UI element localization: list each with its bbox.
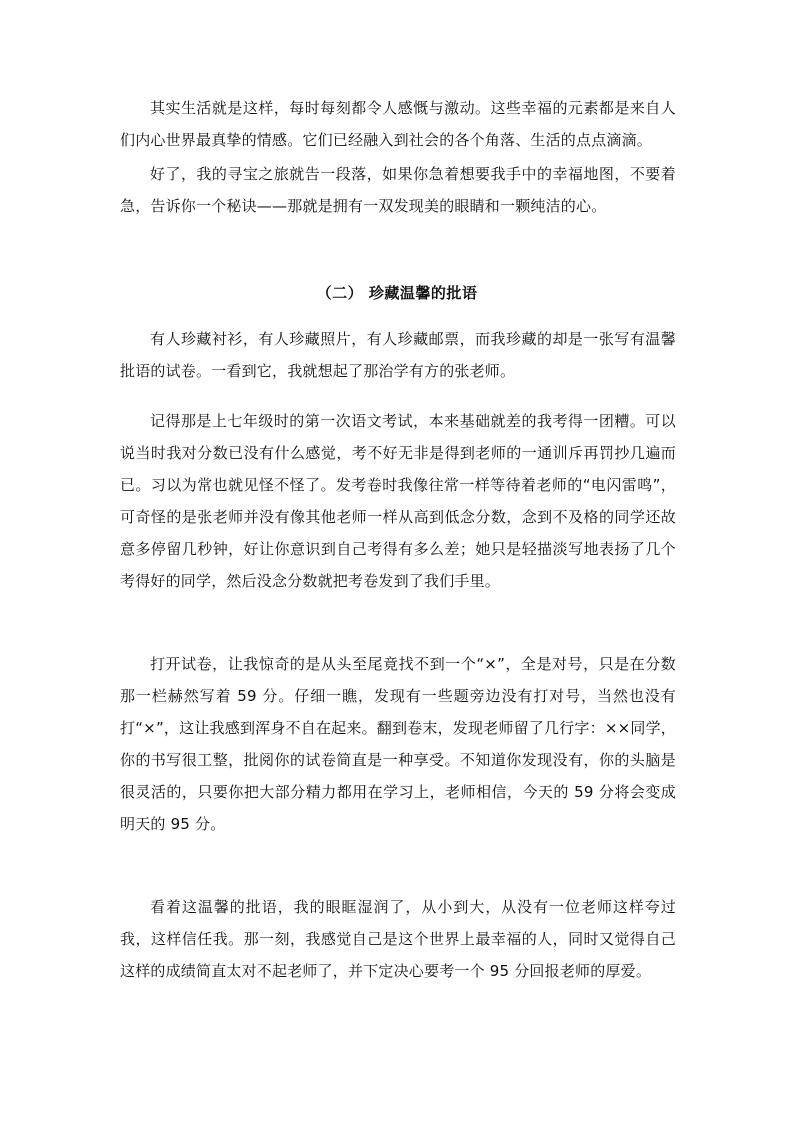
- paragraph: 记得那是上七年级时的第一次语文考试，本来基础就差的我考得一团糟。可以说当时我对分数已没有什么感觉，考不好无非是得到老师的一通训斥再罚抄几遍而已。习以为常也就见怪不怪了。发考卷时我像往常一样等待着老师的“电闪雷鸣”，可奇怪的是张老师并没有像其他老师一样从高到低念分数，念到不及格的同学还故意多停留几秒钟，好让你意识到自己考得有多么差；她只是轻描淡写地表扬了几个考得好的同学，然后没念分数就把考卷发到了我们手里。: [120, 412, 676, 590]
- paragraph: 打开试卷，让我惊奇的是从头至尾竟找不到一个“×”，全是对号，只是在分数那一栏赫然写着 59 分。仔细一瞧，发现有一些题旁边没有打对号，当然也没有打“×”，这让我感到浑身不自在起来。翻到卷末，发现老师留了几行字：××同学，你的书写很工整，批阅你的试卷简直是一种享受。不知道你发现没有，你的头脑是很灵活的，只要你把大部分精力都用在学习上，老师相信，今天的 59 分将会变成明天的 95 分。: [120, 655, 676, 833]
- section-heading: （二） 珍藏温馨的批语: [316, 284, 478, 302]
- paragraph: 看着这温馨的批语，我的眼眶湿润了，从小到大，从没有一位老师这样夸过我，这样信任我。那一刻，我感觉自己是这个世界上最幸福的人，同时又觉得自己这样的成绩简直太对不起老师了，并下定决心要考一个 95 分回报老师的厚爱。: [120, 898, 676, 980]
- paragraph: 其实生活就是这样，每时每刻都令人感慨与激动。这些幸福的元素都是来自人们内心世界最真挚的情感。它们已经融入到社会的各个角落、生活的点点滴滴。: [120, 99, 676, 149]
- paragraph: 好了，我的寻宝之旅就告一段落，如果你急着想要我手中的幸福地图，不要着急，告诉你一个秘诀——那就是拥有一双发现美的眼睛和一颗纯洁的心。: [120, 165, 676, 215]
- paragraph: 有人珍藏衬衫，有人珍藏照片，有人珍藏邮票，而我珍藏的却是一张写有温馨批语的试卷。一看到它，我就想起了那治学有方的张老师。: [120, 330, 676, 380]
